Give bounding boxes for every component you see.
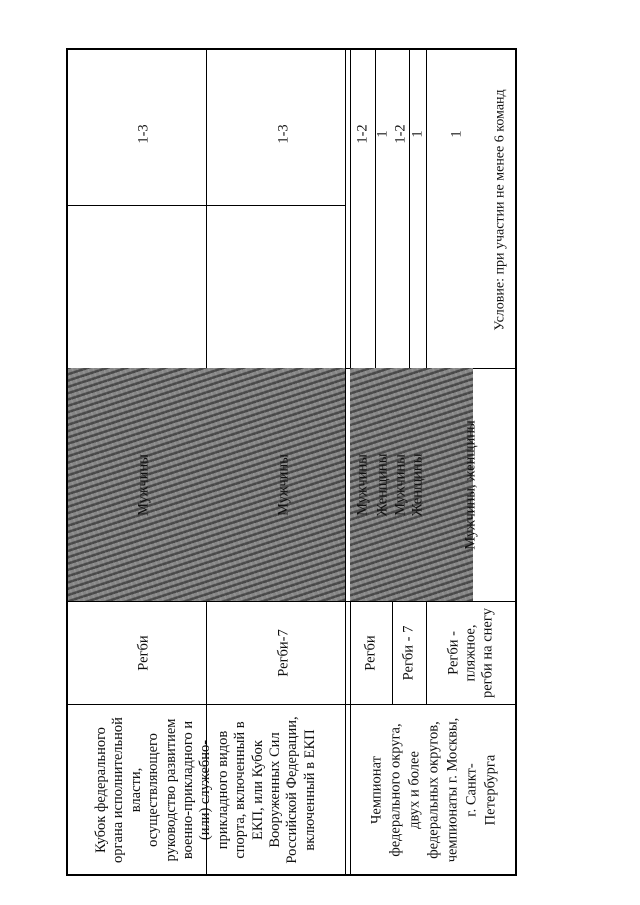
row-divider <box>392 601 393 704</box>
group: Мужчины <box>135 454 152 516</box>
places: 1 <box>409 130 426 138</box>
discipline: Регби <box>362 635 379 671</box>
row-divider <box>426 50 427 368</box>
group: Женщины <box>374 453 391 517</box>
discipline: Регби-7 <box>275 629 292 677</box>
column-divider <box>68 601 517 602</box>
group: Мужчины <box>275 454 292 516</box>
group: Мужчины <box>354 454 371 516</box>
group: Мужчины, женщины <box>462 420 479 550</box>
group: Мужчины <box>392 454 409 516</box>
places: 1-2 <box>354 124 371 144</box>
places: 1 <box>374 130 391 138</box>
group: Женщины <box>409 453 426 517</box>
competition-name: Кубок федерального органа исполнительной власти, осуществляющего руководство развитием военно-прикладного и (или) служебно- прикладного видов спорта, включенный в ЕКП, или Кубок Вооруженных Сил Российской Федерации, включенный в ЕКП <box>92 716 318 864</box>
row-divider <box>375 50 376 368</box>
competition-name: Чемпионат федерального округа, двух и более федеральных округов, чемпионаты г. Москвы, г. Санкт- Петербурга <box>368 717 499 863</box>
discipline: Регби - 7 <box>400 625 417 681</box>
places: 1-3 <box>275 124 292 144</box>
condition-note: Условие: при участии не менее 6 команд <box>492 89 508 331</box>
discipline: Регби <box>135 635 152 671</box>
column-divider <box>68 704 517 705</box>
row-divider <box>409 50 410 368</box>
places: 1-3 <box>135 124 152 144</box>
row-divider <box>426 601 427 704</box>
places: 1-2 <box>392 124 409 144</box>
discipline: Регби - пляжное, регби на снегу <box>445 607 496 699</box>
rotated-table <box>66 48 517 876</box>
row-divider <box>345 50 346 874</box>
shaded-cell <box>68 368 345 601</box>
places: 1 <box>448 130 465 138</box>
